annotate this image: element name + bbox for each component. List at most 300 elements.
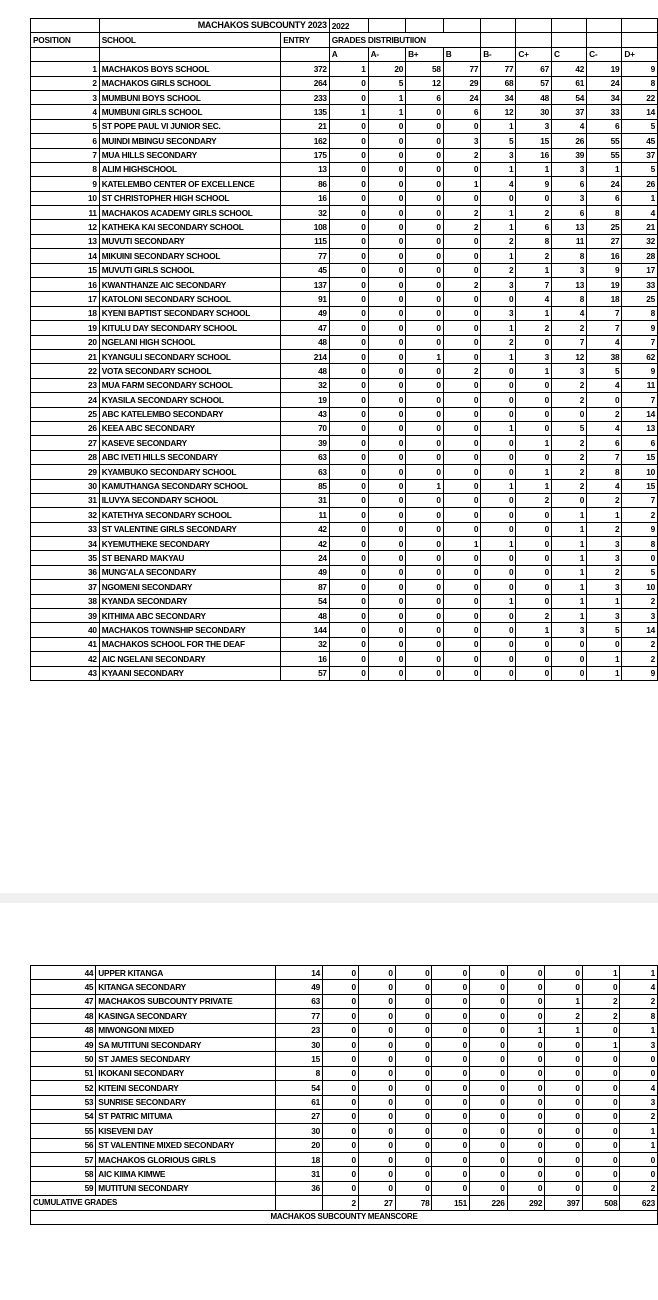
table-row[interactable] <box>31 966 658 980</box>
table-row[interactable] <box>31 1066 658 1080</box>
row-grade-b: 0 <box>443 436 480 450</box>
row-position: 25 <box>31 407 100 421</box>
row-grade-b-plus: 0 <box>395 1037 432 1051</box>
row-grade-a-minus: 0 <box>368 278 405 292</box>
row-grade-c-plus: 0 <box>516 335 552 349</box>
row-school-name: MACHAKOS GLORIOUS GIRLS <box>96 1153 276 1167</box>
row-grade-a: 0 <box>322 1081 358 1095</box>
cumulative-b-plus: 78 <box>395 1196 432 1210</box>
row-grade-a-minus: 0 <box>358 1124 395 1138</box>
row-grade-d-plus: 26 <box>622 177 658 191</box>
table-row[interactable] <box>31 62 658 76</box>
row-grade-c-plus: 1 <box>507 1023 545 1037</box>
row-grade-b-plus: 0 <box>406 436 444 450</box>
row-grade-b: 0 <box>432 1081 470 1095</box>
row-grade-b: 0 <box>432 1167 470 1181</box>
row-entry-count: 49 <box>281 565 330 579</box>
table-row[interactable] <box>31 220 658 234</box>
section-divider-band <box>0 893 658 903</box>
title-blank-8 <box>622 19 658 33</box>
row-grade-c-minus: 0 <box>582 1066 620 1080</box>
row-grade-b: 0 <box>443 335 480 349</box>
table-row[interactable] <box>31 148 658 162</box>
row-grade-c-plus: 3 <box>516 349 552 363</box>
row-entry-count: 175 <box>281 148 330 162</box>
row-grade-a-minus: 0 <box>368 119 405 133</box>
row-grade-c-minus: 1 <box>587 594 622 608</box>
row-grade-a: 0 <box>329 609 368 623</box>
row-grade-c: 4 <box>551 306 586 320</box>
row-grade-d-plus: 9 <box>622 321 658 335</box>
row-grade-c-plus: 0 <box>516 378 552 392</box>
row-grade-a-minus: 0 <box>368 234 405 248</box>
table-row[interactable] <box>31 508 658 522</box>
row-grade-b-plus: 0 <box>406 508 444 522</box>
row-grade-b-plus: 0 <box>406 551 444 565</box>
cumulative-b-minus: 226 <box>470 1196 508 1210</box>
table-row[interactable] <box>31 421 658 435</box>
row-entry-count: 30 <box>276 1037 323 1051</box>
row-grade-a: 0 <box>329 551 368 565</box>
table-row[interactable] <box>31 292 658 306</box>
row-grade-a: 0 <box>322 1052 358 1066</box>
row-grade-b-minus: 0 <box>481 522 516 536</box>
table-row[interactable] <box>31 162 658 176</box>
row-entry-count: 137 <box>281 278 330 292</box>
row-grade-c-minus: 2 <box>587 565 622 579</box>
row-entry-count: 57 <box>281 666 330 680</box>
row-grade-b-minus: 1 <box>481 249 516 263</box>
table-row[interactable] <box>31 551 658 565</box>
header-blank-5 <box>622 33 658 47</box>
row-grade-d-plus: 9 <box>622 364 658 378</box>
row-grade-b: 0 <box>432 1037 470 1051</box>
row-grade-d-plus: 9 <box>622 666 658 680</box>
row-school-name: AIC NGELANI SECONDARY <box>99 652 280 666</box>
row-grade-b-minus: 1 <box>481 162 516 176</box>
row-grade-d-plus: 17 <box>622 263 658 277</box>
row-grade-c-plus: 0 <box>507 1153 545 1167</box>
row-grade-c-plus: 0 <box>516 393 552 407</box>
row-grade-b-plus: 0 <box>406 666 444 680</box>
table-row[interactable] <box>31 364 658 378</box>
meanscore-footer: MACHAKOS SUBCOUNTY MEANSCORE <box>31 1210 658 1224</box>
table-row[interactable] <box>31 465 658 479</box>
row-grade-d-plus: 8 <box>622 76 658 90</box>
row-grade-b-plus: 0 <box>395 994 432 1008</box>
row-grade-b-plus: 0 <box>406 263 444 277</box>
row-grade-b-minus: 0 <box>470 994 508 1008</box>
row-grade-a-minus: 0 <box>368 479 405 493</box>
row-grade-d-plus: 5 <box>622 119 658 133</box>
row-grade-b-minus: 5 <box>481 134 516 148</box>
row-grade-b-minus: 0 <box>481 436 516 450</box>
row-grade-c-minus: 4 <box>587 479 622 493</box>
row-school-name: MUA FARM SECONDARY SCHOOL <box>99 378 280 392</box>
row-grade-a: 0 <box>329 119 368 133</box>
table-row[interactable] <box>31 652 658 666</box>
table-row[interactable] <box>31 594 658 608</box>
row-entry-count: 31 <box>276 1167 323 1181</box>
row-school-name: KYANDA SECONDARY <box>99 594 280 608</box>
row-position: 37 <box>31 580 100 594</box>
row-entry-count: 115 <box>281 234 330 248</box>
table-row[interactable] <box>31 1023 658 1037</box>
row-grade-c-minus: 2 <box>587 407 622 421</box>
grade-header-blank-position <box>31 47 100 61</box>
table-row[interactable] <box>31 105 658 119</box>
table-row[interactable] <box>31 1138 658 1152</box>
row-position: 54 <box>31 1109 96 1123</box>
table-row[interactable] <box>31 1052 658 1066</box>
row-position: 40 <box>31 623 100 637</box>
table-row[interactable] <box>31 407 658 421</box>
row-grade-d-plus: 3 <box>622 609 658 623</box>
row-grade-c: 3 <box>551 162 586 176</box>
row-grade-b: 0 <box>432 1095 470 1109</box>
row-grade-b-plus: 0 <box>395 1138 432 1152</box>
grade-header-d-plus: D+ <box>622 47 658 61</box>
row-grade-c: 1 <box>551 522 586 536</box>
row-grade-c: 6 <box>551 177 586 191</box>
table-row[interactable] <box>31 393 658 407</box>
row-grade-a-minus: 0 <box>368 177 405 191</box>
row-entry-count: 63 <box>281 450 330 464</box>
results-table-section-2 <box>30 965 658 1225</box>
row-entry-count: 214 <box>281 349 330 363</box>
row-grade-d-plus: 2 <box>620 1109 658 1123</box>
row-grade-a: 0 <box>322 1109 358 1123</box>
row-school-name: ST VALENTINE GIRLS SECONDARY <box>99 522 280 536</box>
row-grade-c-plus: 0 <box>507 1181 545 1195</box>
row-position: 9 <box>31 177 100 191</box>
row-school-name: ST BENARD MAKYAU <box>99 551 280 565</box>
row-position: 53 <box>31 1095 96 1109</box>
row-grade-a: 0 <box>329 493 368 507</box>
table-row[interactable] <box>31 76 658 90</box>
row-grade-a: 0 <box>329 465 368 479</box>
row-position: 27 <box>31 436 100 450</box>
table-row[interactable] <box>31 278 658 292</box>
table-row[interactable] <box>31 609 658 623</box>
row-grade-c: 3 <box>551 364 586 378</box>
row-grade-d-plus: 37 <box>622 148 658 162</box>
table-row[interactable] <box>31 1124 658 1138</box>
row-grade-b-minus: 34 <box>481 90 516 104</box>
row-grade-b: 0 <box>443 292 480 306</box>
row-grade-a: 0 <box>329 162 368 176</box>
table-row[interactable] <box>31 349 658 363</box>
row-grade-b: 29 <box>443 76 480 90</box>
table-row[interactable] <box>31 234 658 248</box>
row-position: 24 <box>31 393 100 407</box>
row-grade-a-minus: 0 <box>368 508 405 522</box>
row-grade-c-minus: 2 <box>587 493 622 507</box>
row-school-name: KWANTHANZE AIC SECONDARY <box>99 278 280 292</box>
row-position: 8 <box>31 162 100 176</box>
row-grade-b-plus: 0 <box>406 177 444 191</box>
row-grade-c: 0 <box>545 1167 583 1181</box>
table-row[interactable] <box>31 479 658 493</box>
row-position: 43 <box>31 666 100 680</box>
row-grade-c-minus: 1 <box>587 652 622 666</box>
row-school-name: MUA HILLS SECONDARY <box>99 148 280 162</box>
row-grade-a: 0 <box>329 421 368 435</box>
row-school-name: ST VALENTINE MIXED SECONDARY <box>96 1138 276 1152</box>
row-grade-c-minus: 19 <box>587 278 622 292</box>
row-grade-c: 3 <box>551 623 586 637</box>
header-position: POSITION <box>31 33 100 47</box>
row-grade-d-plus: 1 <box>620 1124 658 1138</box>
row-grade-c-minus: 3 <box>587 580 622 594</box>
row-grade-d-plus: 4 <box>620 980 658 994</box>
row-grade-a-minus: 0 <box>358 994 395 1008</box>
row-grade-c-minus: 8 <box>587 465 622 479</box>
row-grade-b-minus: 1 <box>481 119 516 133</box>
row-position: 10 <box>31 191 100 205</box>
row-position: 3 <box>31 90 100 104</box>
row-grade-a: 0 <box>322 1124 358 1138</box>
row-grade-c: 2 <box>551 450 586 464</box>
cumulative-grades-label: CUMULATIVE GRADES <box>31 1196 276 1210</box>
row-grade-a: 1 <box>329 105 368 119</box>
header-blank-2 <box>516 33 552 47</box>
table-row[interactable] <box>31 637 658 651</box>
row-grade-b: 2 <box>443 364 480 378</box>
row-grade-b-minus: 0 <box>481 493 516 507</box>
table-row[interactable] <box>31 1167 658 1181</box>
row-grade-c: 1 <box>551 594 586 608</box>
row-grade-c-minus: 1 <box>582 966 620 980</box>
row-grade-a-minus: 0 <box>368 652 405 666</box>
row-grade-c: 13 <box>551 278 586 292</box>
row-entry-count: 47 <box>281 321 330 335</box>
row-grade-c: 1 <box>551 537 586 551</box>
row-grade-a-minus: 0 <box>358 1138 395 1152</box>
table-row[interactable] <box>31 666 658 680</box>
row-grade-a: 0 <box>329 479 368 493</box>
row-grade-a: 0 <box>322 1037 358 1051</box>
grade-header-c-minus: C- <box>587 47 622 61</box>
table-row[interactable] <box>31 1181 658 1195</box>
table-row[interactable] <box>31 321 658 335</box>
table-row[interactable] <box>31 1081 658 1095</box>
row-grade-c-minus: 0 <box>582 1095 620 1109</box>
row-grade-a: 0 <box>329 90 368 104</box>
row-grade-a-minus: 0 <box>368 465 405 479</box>
table-row[interactable] <box>31 1095 658 1109</box>
row-grade-b-minus: 0 <box>481 580 516 594</box>
row-grade-c-minus: 55 <box>587 134 622 148</box>
table-row[interactable] <box>31 623 658 637</box>
row-grade-a: 0 <box>329 206 368 220</box>
row-grade-d-plus: 22 <box>622 90 658 104</box>
row-grade-b-minus: 1 <box>481 479 516 493</box>
row-school-name: KYAMBUKO SECONDARY SCHOOL <box>99 465 280 479</box>
row-grade-c: 13 <box>551 220 586 234</box>
row-grade-b-plus: 0 <box>406 493 444 507</box>
row-entry-count: 16 <box>281 191 330 205</box>
row-grade-b-minus: 2 <box>481 234 516 248</box>
row-school-name: MUTITUNI SECONDARY <box>96 1181 276 1195</box>
table-row[interactable] <box>31 522 658 536</box>
row-grade-a-minus: 0 <box>368 393 405 407</box>
row-grade-c: 0 <box>545 1181 583 1195</box>
row-grade-b-minus: 0 <box>481 623 516 637</box>
row-grade-a-minus: 0 <box>368 263 405 277</box>
row-position: 50 <box>31 1052 96 1066</box>
row-grade-c-minus: 7 <box>587 321 622 335</box>
table-row[interactable] <box>31 1153 658 1167</box>
table-row[interactable] <box>31 378 658 392</box>
table-row[interactable] <box>31 580 658 594</box>
table-row[interactable] <box>31 306 658 320</box>
row-grade-c-plus: 1 <box>516 162 552 176</box>
row-school-name: MACHAKOS BOYS SCHOOL <box>99 62 280 76</box>
row-grade-c-plus: 0 <box>516 191 552 205</box>
row-grade-c-plus: 0 <box>507 1095 545 1109</box>
row-grade-d-plus: 0 <box>620 1167 658 1181</box>
title-blank-6 <box>551 19 586 33</box>
table-row[interactable] <box>31 191 658 205</box>
row-grade-b: 24 <box>443 90 480 104</box>
row-school-name: ABC IVETI HILLS SECONDARY <box>99 450 280 464</box>
row-position: 11 <box>31 206 100 220</box>
row-entry-count: 15 <box>276 1052 323 1066</box>
table-row[interactable] <box>31 1009 658 1023</box>
row-grade-b: 0 <box>443 623 480 637</box>
row-grade-d-plus: 32 <box>622 234 658 248</box>
row-school-name: MACHAKOS TOWNSHIP SECONDARY <box>99 623 280 637</box>
row-position: 6 <box>31 134 100 148</box>
cumulative-d-plus: 623 <box>620 1196 658 1210</box>
row-entry-count: 372 <box>281 62 330 76</box>
table-row[interactable] <box>31 450 658 464</box>
section-1-rows <box>31 62 658 681</box>
row-position: 47 <box>31 994 96 1008</box>
table-row[interactable] <box>31 249 658 263</box>
row-grade-d-plus: 14 <box>622 623 658 637</box>
row-grade-b-minus: 0 <box>470 1138 508 1152</box>
table-row[interactable] <box>31 1037 658 1051</box>
row-grade-a: 0 <box>329 508 368 522</box>
table-row[interactable] <box>31 177 658 191</box>
row-grade-c-plus: 1 <box>516 623 552 637</box>
row-grade-b-minus: 0 <box>470 1037 508 1051</box>
table-row[interactable] <box>31 335 658 349</box>
row-grade-c-minus: 0 <box>582 1138 620 1152</box>
row-grade-c-plus: 0 <box>507 1037 545 1051</box>
row-school-name: KATHEKA KAI SECONDARY SCHOOL <box>99 220 280 234</box>
row-grade-d-plus: 8 <box>622 306 658 320</box>
grade-header-a: A <box>329 47 368 61</box>
row-grade-b-plus: 0 <box>395 1181 432 1195</box>
table-row[interactable] <box>31 493 658 507</box>
row-grade-b-minus: 0 <box>481 378 516 392</box>
table-row[interactable] <box>31 206 658 220</box>
row-grade-b-minus: 0 <box>481 637 516 651</box>
table-row[interactable] <box>31 436 658 450</box>
row-grade-a-minus: 0 <box>358 1167 395 1181</box>
row-grade-b: 0 <box>443 393 480 407</box>
row-school-name: KYAANI SECONDARY <box>99 666 280 680</box>
row-school-name: ALIM HIGHSCHOOL <box>99 162 280 176</box>
row-entry-count: 162 <box>281 134 330 148</box>
row-grade-a: 0 <box>322 1138 358 1152</box>
row-school-name: MUVUTI SECONDARY <box>99 234 280 248</box>
row-grade-b-minus: 2 <box>481 263 516 277</box>
table-row[interactable] <box>31 90 658 104</box>
row-grade-a: 0 <box>329 349 368 363</box>
grade-header-b-plus: B+ <box>406 47 444 61</box>
row-grade-c-minus: 4 <box>587 378 622 392</box>
row-grade-b: 0 <box>432 980 470 994</box>
row-grade-b-plus: 0 <box>406 609 444 623</box>
row-position: 59 <box>31 1181 96 1195</box>
row-school-name: MIKUINI SECONDARY SCHOOL <box>99 249 280 263</box>
row-school-name: MACHAKOS SUBCOUNTY PRIVATE <box>96 994 276 1008</box>
table-row[interactable] <box>31 565 658 579</box>
row-grade-b: 0 <box>443 493 480 507</box>
row-grade-c-plus: 0 <box>507 1124 545 1138</box>
row-grade-c: 4 <box>551 119 586 133</box>
row-entry-count: 43 <box>281 407 330 421</box>
row-position: 18 <box>31 306 100 320</box>
table-row[interactable] <box>31 537 658 551</box>
row-grade-d-plus: 21 <box>622 220 658 234</box>
row-school-name: ABC KATELEMBO SECONDARY <box>99 407 280 421</box>
table-row[interactable] <box>31 1109 658 1123</box>
row-grade-b: 0 <box>432 1181 470 1195</box>
grade-header-c-plus: C+ <box>516 47 552 61</box>
row-position: 32 <box>31 508 100 522</box>
row-grade-c-plus: 0 <box>516 580 552 594</box>
table-row[interactable] <box>31 263 658 277</box>
row-grade-b-minus: 0 <box>470 1095 508 1109</box>
row-grade-c-minus: 6 <box>587 191 622 205</box>
section-2-rows <box>31 966 658 1196</box>
row-grade-b-plus: 0 <box>395 1066 432 1080</box>
row-grade-b: 0 <box>432 1052 470 1066</box>
row-grade-c: 0 <box>545 1037 583 1051</box>
row-grade-c-plus: 0 <box>516 551 552 565</box>
row-grade-a: 0 <box>329 321 368 335</box>
title-blank-7 <box>587 19 622 33</box>
row-grade-c-minus: 3 <box>587 537 622 551</box>
table-row[interactable] <box>31 994 658 1008</box>
row-grade-b-plus: 0 <box>406 335 444 349</box>
table-row[interactable] <box>31 134 658 148</box>
row-grade-c-plus: 0 <box>507 966 545 980</box>
row-school-name: SA MUTITUNI SECONDARY <box>96 1037 276 1051</box>
row-grade-d-plus: 10 <box>622 465 658 479</box>
row-grade-b-minus: 0 <box>470 1081 508 1095</box>
row-entry-count: 39 <box>281 436 330 450</box>
row-school-name: IKOKANI SECONDARY <box>96 1066 276 1080</box>
row-school-name: KEEA ABC SECONDARY <box>99 421 280 435</box>
row-grade-c-plus: 1 <box>516 479 552 493</box>
row-grade-b-minus: 3 <box>481 306 516 320</box>
row-position: 1 <box>31 62 100 76</box>
row-grade-d-plus: 2 <box>622 508 658 522</box>
table-row[interactable] <box>31 980 658 994</box>
table-row[interactable] <box>31 119 658 133</box>
row-grade-b-minus: 0 <box>481 551 516 565</box>
row-entry-count: 108 <box>281 220 330 234</box>
row-position: 57 <box>31 1153 96 1167</box>
row-position: 36 <box>31 565 100 579</box>
row-grade-b-plus: 0 <box>395 1023 432 1037</box>
